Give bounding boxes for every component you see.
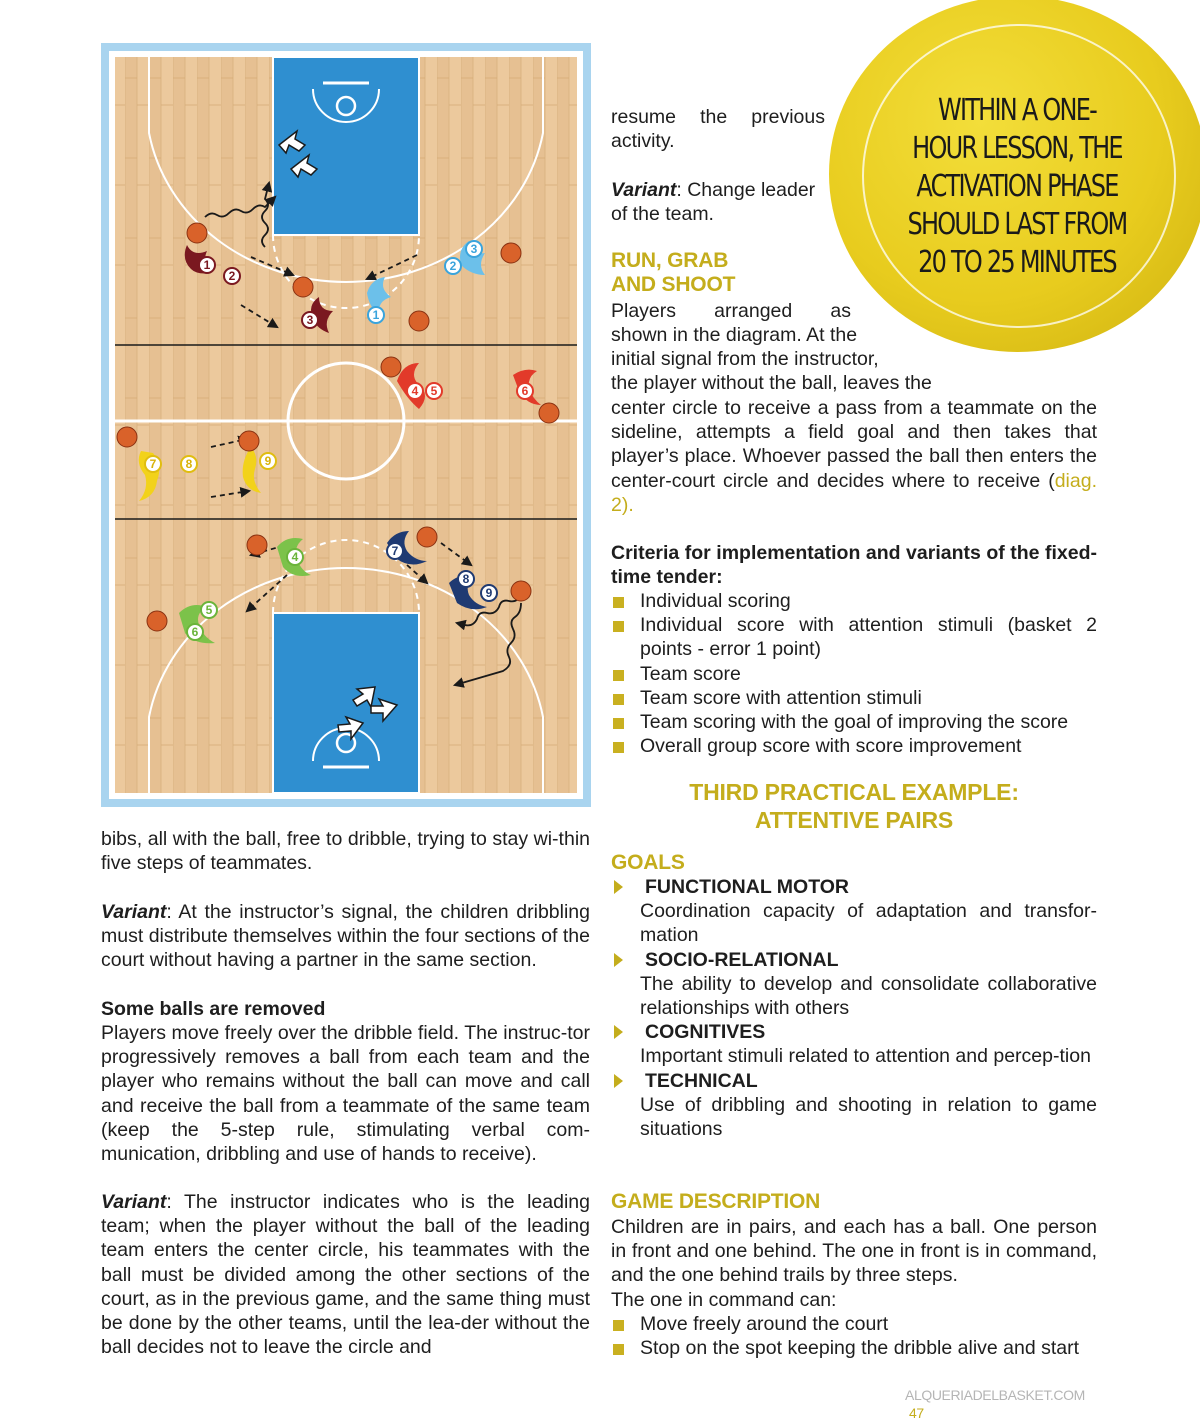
- player-label: 3: [306, 313, 314, 327]
- diag-reference[interactable]: diag. 2: [611, 469, 1097, 516]
- resume-paragraph: resume the previous activity.: [611, 106, 825, 153]
- variant-text: : Change leader of the team.: [611, 179, 816, 226]
- body-text: center circle to receive a pass from a teammate on the sideline, attempts a field goal and then takes that player’s place. Whoever passed the ball then enters the center-court circle and decides where to receive (: [611, 397, 1097, 492]
- list-item: Team score: [611, 662, 1097, 686]
- criteria-title: Criteria for implementation and variants of the fixed-time tender:: [611, 542, 1097, 589]
- run-grab-body-narrow: Players arranged as: [611, 300, 851, 322]
- player-label: 7: [391, 544, 399, 558]
- court-diagram: [101, 43, 591, 807]
- list-item: Team score with attention stimuli: [611, 686, 1097, 710]
- title-line: ATTENTIVE PAIRS: [754, 807, 954, 833]
- triangle-bullet-icon: [614, 1025, 623, 1039]
- goals-list: [611, 875, 1097, 1141]
- balls-removed-text: Players move freely over the dribble field. The instruc-tor progressively removes a ball from each team and the player who remains without the ball can move and call and receive the ball from a teammate of the same team (keep the 5-step rule, stimulating verbal com-munication, dribbling and use of hands to receive).: [101, 1022, 590, 1166]
- player-label: 6: [521, 384, 529, 398]
- variant-label: Variant: [101, 901, 167, 923]
- goal-name: SOCIO-RELATIONAL: [645, 948, 839, 971]
- goal-name: COGNITIVES: [645, 1021, 766, 1044]
- player-label: 7: [149, 457, 157, 471]
- goal-name: TECHNICAL: [645, 1069, 758, 1092]
- triangle-bullet-icon: [614, 880, 623, 894]
- footer-site[interactable]: ALQUERIADELBASKET.COM: [905, 1387, 1085, 1403]
- goal-description: Coordination capacity of adaptation and transfor-mation: [640, 900, 1097, 947]
- player-label: 9: [264, 454, 272, 468]
- goal-description: Important stimuli related to attention and percep-tion: [640, 1045, 1091, 1068]
- list-item: Individual score with attention stimuli (basket 2 points - error 1 point): [611, 613, 1097, 661]
- list-item: Individual scoring: [611, 589, 1097, 613]
- player-label: 1: [203, 258, 211, 272]
- goal-name: FUNCTIONAL MOTOR: [645, 876, 850, 898]
- goal-description: The ability to develop and consolidate collaborative relationships with others: [640, 972, 1097, 1020]
- game-description-list: [611, 1312, 1097, 1360]
- goal-heading: [611, 1069, 1097, 1093]
- criteria-list: [611, 589, 1097, 758]
- callout-line: WITHIN A ONE-: [937, 93, 1096, 128]
- title-line: AND SHOOT: [611, 273, 736, 296]
- page-number: 47: [909, 1405, 924, 1421]
- variant-label: Variant: [101, 1191, 167, 1213]
- goal-heading: [611, 875, 1097, 899]
- triangle-bullet-icon: [614, 953, 623, 967]
- left-variant-1: [101, 900, 590, 973]
- goal-heading: [611, 948, 1097, 972]
- list-item: Move freely around the court: [611, 1312, 1097, 1336]
- player-label: 4: [411, 384, 419, 398]
- title-line: RUN, GRAB: [611, 249, 729, 272]
- left-intro-paragraph: bibs, all with the ball, free to dribble, trying to stay wi-thin five steps of teammates.: [101, 828, 590, 875]
- run-grab-body-wide: [611, 396, 1097, 517]
- callout-text: [893, 92, 1141, 282]
- variant-text: : The instructor indicates who is the leading team; when the player without the ball of the leading team enters the center circle, his teammates with the ball must be divided among the other sections of the court, as in the previous game, and the same thing must be done by the other teams, until the lea-der without the ball decides not to leave the circle and: [101, 1191, 590, 1359]
- balls-removed-title: Some balls are removed: [101, 998, 326, 1020]
- run-grab-title: [611, 249, 825, 297]
- third-example-title: [611, 778, 1097, 834]
- title-line: THIRD PRACTICAL EXAMPLE:: [689, 779, 1019, 805]
- game-description-lead: The one in command can:: [611, 1289, 837, 1311]
- goal-description: Use of dribbling and shooting in relation to game situations: [640, 1093, 1097, 1141]
- list-item: Stop on the spot keeping the dribble alive and start: [611, 1336, 1097, 1360]
- callout-line: SHOULD LAST FROM: [907, 207, 1127, 242]
- variant-label: Variant: [611, 179, 677, 201]
- run-grab-body-lines: shown in the diagram. At the initial signal from the instructor, the player without the ball, leaves the: [611, 324, 932, 395]
- player-label: 5: [430, 384, 438, 398]
- variant-paragraph: [611, 178, 825, 226]
- player-label: 9: [485, 586, 493, 600]
- player-label: 4: [291, 550, 299, 564]
- player-label: 2: [228, 269, 236, 283]
- player-label: 1: [372, 308, 380, 322]
- left-variant-2: [101, 1190, 590, 1359]
- game-description-title: GAME DESCRIPTION: [611, 1190, 821, 1213]
- callout-line: HOUR LESSON, THE: [912, 131, 1122, 166]
- player-label: 3: [470, 242, 478, 256]
- list-item: Overall group score with score improvement: [611, 734, 1097, 758]
- game-description-body: Children are in pairs, and each has a ball. One person in front and one behind. The one in front is in command, and the one behind trails by three steps.: [611, 1216, 1097, 1287]
- goals-title: GOALS: [611, 851, 685, 874]
- diag-close: ).: [621, 493, 634, 516]
- player-label: 2: [449, 259, 457, 273]
- list-item: Team scoring with the goal of improving the score: [611, 710, 1097, 734]
- player-label: 8: [462, 572, 470, 586]
- goal-heading: [611, 1020, 1097, 1044]
- triangle-bullet-icon: [614, 1074, 623, 1088]
- callout-line: 20 TO 25 MINUTES: [918, 245, 1116, 280]
- player-label: 5: [205, 603, 213, 617]
- callout-line: ACTIVATION PHASE: [916, 169, 1118, 204]
- footer: [905, 1386, 1101, 1422]
- player-label: 6: [191, 625, 199, 639]
- variant-text: : At the instructor’s signal, the children dribbling must distribute themselves within the four sections of the court without having a partner in the same section.: [101, 901, 590, 972]
- player-label: 8: [185, 457, 193, 471]
